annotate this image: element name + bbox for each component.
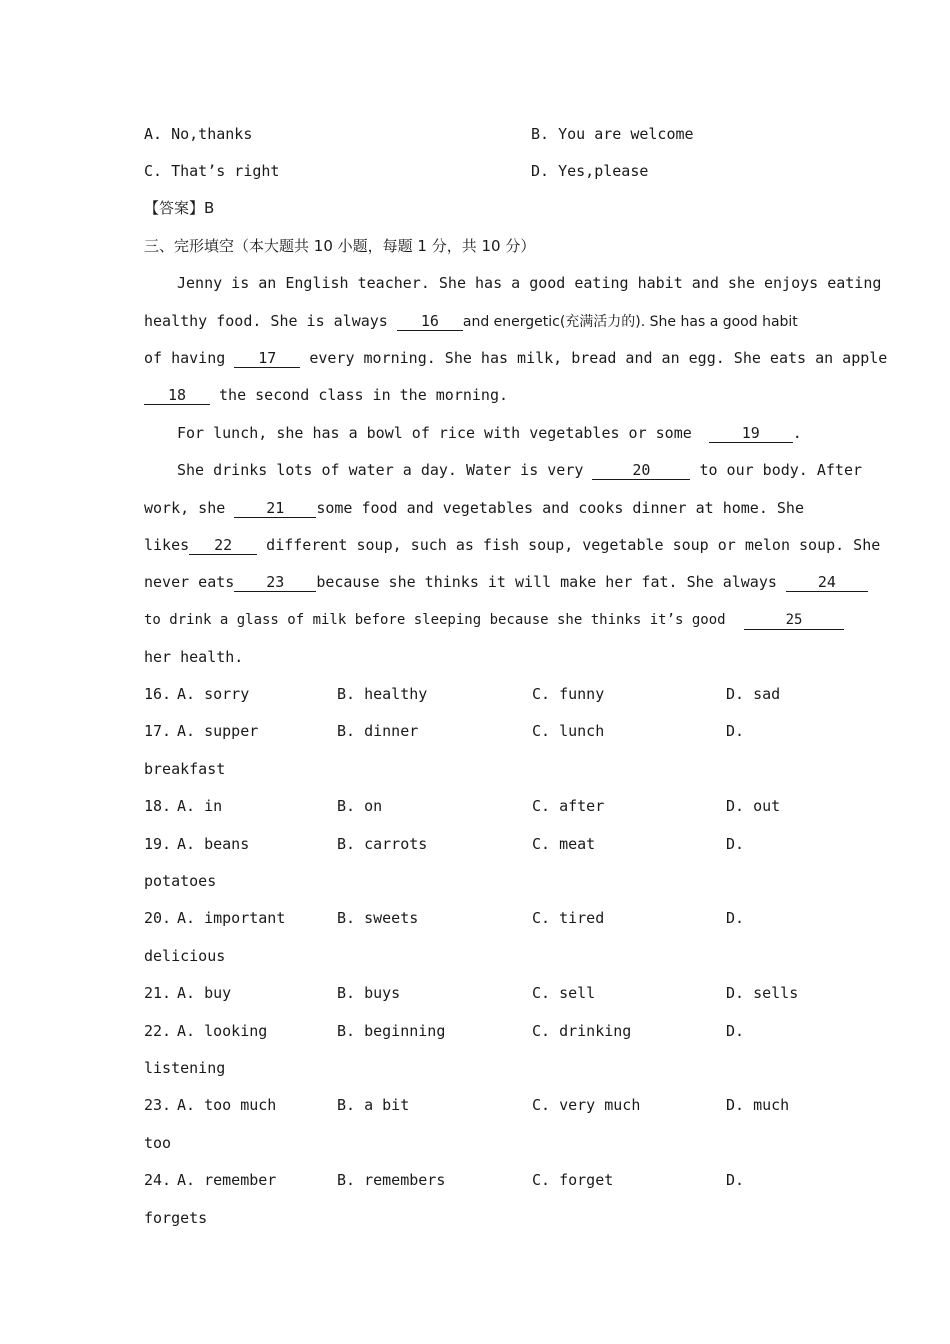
blank-16: 16 [397,313,463,331]
choice-a: A. important [177,909,286,927]
blank-18: 18 [144,387,210,405]
passage-line: work, she 21 some food and vegetables and cooks dinner at home. She [144,499,804,517]
choice-a: A. too much [177,1096,277,1114]
choice-c: C. very much [532,1096,641,1114]
choice-d-wrap: breakfast [144,760,226,778]
blank-21: 21 [234,500,316,518]
choice-a: A. in [177,797,223,815]
choice-b: B. dinner [337,722,419,740]
blank-25: 25 [744,612,844,630]
option-a: A. No,thanks [144,125,253,143]
choice-b: B. beginning [337,1022,446,1040]
choice-b: B. on [337,797,383,815]
choice-d-wrap: too [144,1134,172,1152]
blank-20: 20 [592,462,690,480]
blank-17: 17 [234,350,300,368]
passage-line: healthy food. She is always 16 and energetic(充满活力的). She has a good habit [144,312,798,330]
choice-d-wrap: listening [144,1059,226,1077]
blank-22: 22 [189,537,257,555]
choice-d: D. [726,909,745,927]
question-number: 20. [144,909,172,927]
passage-line: likes 22 different soup, such as fish soup, vegetable soup or melon soup. She [144,536,881,554]
choice-b: B. a bit [337,1096,410,1114]
choice-b: B. carrots [337,835,428,853]
option-d: D. Yes,please [531,162,649,180]
choice-d-wrap: potatoes [144,872,217,890]
passage-line: For lunch, she has a bowl of rice with vegetables or some 19 . [177,424,802,442]
choice-d: D. [726,1022,745,1040]
passage-line: She drinks lots of water a day. Water is very 20 to our body. After [177,461,863,479]
choice-d: D. [726,1171,745,1189]
passage-line: never eats 23 because she thinks it will make her fat. She always 24 [144,572,808,592]
blank-23: 23 [234,574,316,592]
choice-d-wrap: forgets [144,1209,208,1227]
passage-line: to drink a glass of milk before sleeping because she thinks it’s good 25 [144,610,808,630]
choice-b: B. buys [337,984,401,1002]
choice-b: B. healthy [337,685,428,703]
choice-c: C. drinking [532,1022,632,1040]
section-title: 三、完形填空（本大题共 10 小题，每题 1 分，共 10 分） [144,237,536,255]
option-c: C. That’s right [144,162,280,180]
choice-c: C. forget [532,1171,614,1189]
choice-c: C. tired [532,909,605,927]
passage-line: Jenny is an English teacher. She has a good eating habit and she enjoys eating [177,274,882,292]
question-number: 21. [144,984,172,1002]
answer-label: 【答案】B [144,199,215,217]
passage-line: her health. [144,648,244,666]
choice-a: A. remember [177,1171,277,1189]
question-number: 24. [144,1171,172,1189]
passage-line: of having 17 every morning. She has milk, bread and an egg. She eats an apple [144,349,888,367]
choice-d: D. sells [726,984,799,1002]
option-b: B. You are welcome [531,125,694,143]
choice-d: D. much [726,1096,790,1114]
choice-c: C. after [532,797,605,815]
question-number: 18. [144,797,172,815]
choice-d: D. [726,835,745,853]
question-number: 23. [144,1096,172,1114]
question-number: 17. [144,722,172,740]
question-number: 22. [144,1022,172,1040]
choice-c: C. sell [532,984,596,1002]
choice-d: D. [726,722,745,740]
choice-a: A. supper [177,722,259,740]
choice-b: B. sweets [337,909,419,927]
choice-a: A. beans [177,835,250,853]
question-number: 16. [144,685,172,703]
choice-a: A. looking [177,1022,268,1040]
blank-19: 19 [709,425,793,443]
choice-d-wrap: delicious [144,947,226,965]
choice-b: B. remembers [337,1171,446,1189]
choice-d: D. sad [726,685,781,703]
question-number: 19. [144,835,172,853]
blank-24: 24 [786,574,868,592]
choice-a: A. buy [177,984,232,1002]
choice-c: C. lunch [532,722,605,740]
choice-c: C. funny [532,685,605,703]
choice-d: D. out [726,797,781,815]
choice-c: C. meat [532,835,596,853]
passage-line: 18 the second class in the morning. [144,385,808,405]
choice-a: A. sorry [177,685,250,703]
